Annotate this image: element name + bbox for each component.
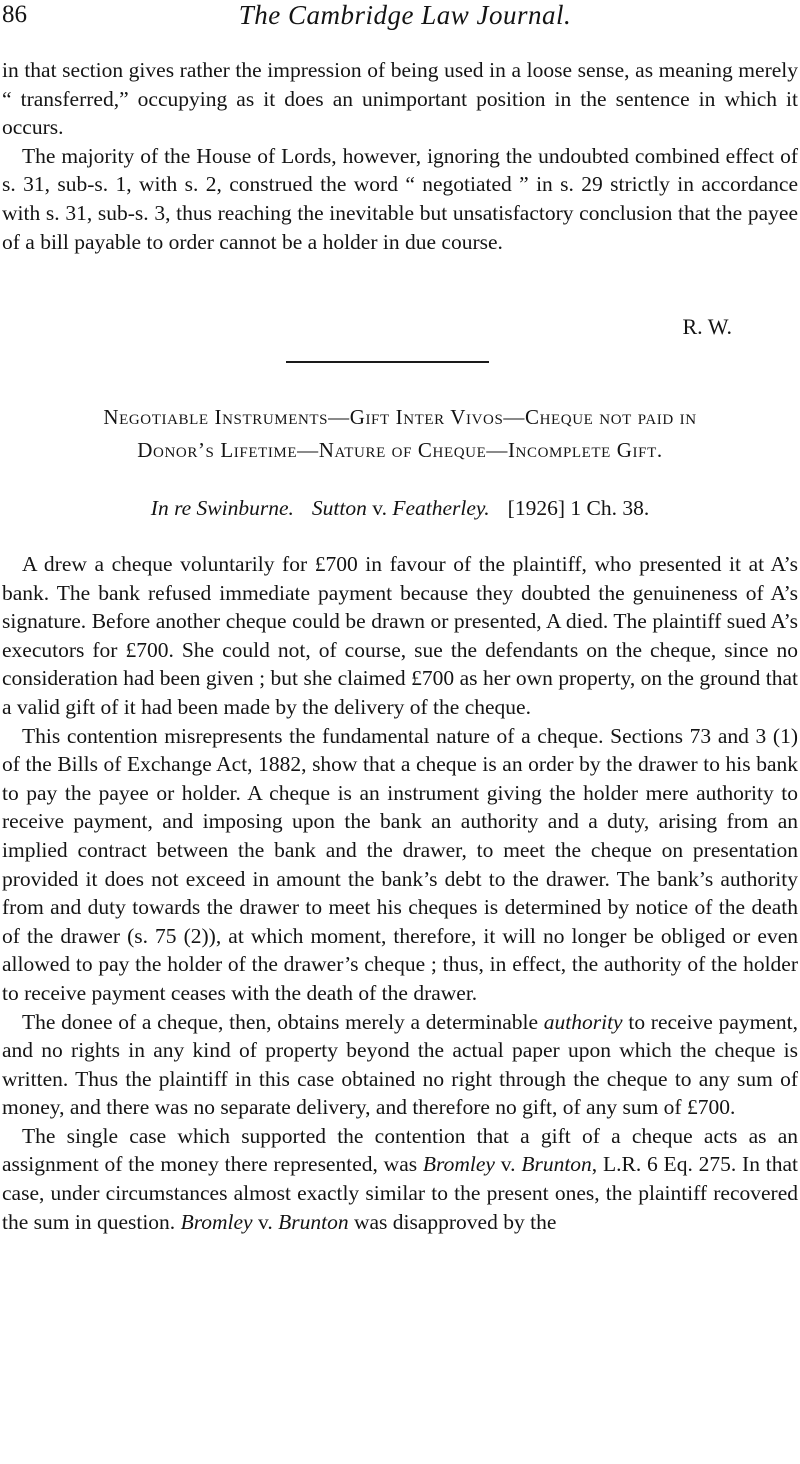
case-party: Featherley. xyxy=(392,496,490,520)
page-number: 86 xyxy=(2,1,27,28)
case-party: Bromley xyxy=(422,1152,495,1177)
case-citation xyxy=(0,494,800,522)
headnote-line: Donor’s Lifetime—Nature of Cheque—Incomplete Gift. xyxy=(137,438,663,462)
journal-title: The Cambridge Law Journal. xyxy=(238,0,572,30)
emphasis: authority xyxy=(543,1009,623,1034)
note-body xyxy=(2,550,798,1236)
paragraph: in that section gives rather the impression of being used in a loose sense, as meaning merely “ transferred,” occupying as it does an unimportant position in the sentence in which it occurs. xyxy=(2,58,798,140)
versus: v. xyxy=(372,496,387,520)
headnote-line: Negotiable Instruments—Gift Inter Vivos—Cheque not paid in xyxy=(103,405,697,429)
law-report-reference: [1926] 1 Ch. 38. xyxy=(507,496,650,520)
case-party: Bromley xyxy=(180,1209,253,1234)
author-initials: R. W. xyxy=(682,314,732,339)
paragraph: The single case which supported the contention that a gift of a cheque acts as an assignment of the money there represented, was Bromley v. Brunton, L.R. 6 Eq. 275. In that case, under circumstances almost exactly similar to the present ones, the plaintiff recovered the sum in question. Bromley v. Brunton was disapproved by the xyxy=(2,1123,798,1234)
running-header xyxy=(0,0,800,40)
paragraph: This contention misrepresents the fundamental nature of a cheque. Sections 73 and 3 (1) of the Bills of Exchange Act, 1882, show that a cheque is an order by the drawer to his bank to pay the payee or holder. A cheque is an instrument giving the holder mere authority to receive payment, and imposing upon the bank an authority and a duty, arising from an implied contract between the bank and the drawer, to meet the cheque on presentation provided it does not exceed in amount the bank’s debt to the drawer. The bank’s authority from and duty towards the drawer to meet his cheques is determined by notice of the death of the drawer (s. 75 (2)), at which moment, therefore, it will no longer be obliged or even allowed to pay the holder of the drawer’s cheque ; thus, in effect, the authority of the holder to receive payment ceases with the death of the drawer. xyxy=(2,723,798,1005)
paragraph: The majority of the House of Lords, however, ignoring the undoubted combined effect of s. 31, sub-s. 1, with s. 2, construed the word “ negotiated ” in s. 29 strictly in accordance with s. 31, sub-s. 3, thus reaching the inevitable but unsatisfactory conclusion that the payee of a bill payable to order cannot be a holder in due course. xyxy=(2,143,798,254)
previous-note-body xyxy=(2,56,798,256)
paragraph: A drew a cheque voluntarily for £700 in favour of the plaintiff, who presented it at A’s bank. The bank refused immediate payment because they doubted the genuineness of A’s signature. Before another cheque could be drawn or presented, A died. The plaintiff sued A’s executors for £700. She could not, of course, sue the defendants on the cheque, since no consideration had been given ; but she claimed £700 as her own property, on the ground that a valid gift of it had been made by the delivery of the cheque. xyxy=(2,552,798,719)
case-party: Sutton xyxy=(311,496,367,520)
case-name: In re Swinburne. xyxy=(150,496,294,520)
case-headnote xyxy=(0,401,800,467)
paragraph: The donee of a cheque, then, obtains merely a determinable authority to receive payment, and no rights in any kind of property beyond the actual paper upon which the cheque is written. Thus the plaintiff in this case obtained no right through the cheque to any sum of money, and there was no separate delivery, and therefore no gift, of any sum of £700. xyxy=(2,1009,798,1120)
case-party: Brunton xyxy=(521,1152,592,1177)
case-party: Brunton xyxy=(278,1209,349,1234)
section-divider xyxy=(286,361,489,363)
